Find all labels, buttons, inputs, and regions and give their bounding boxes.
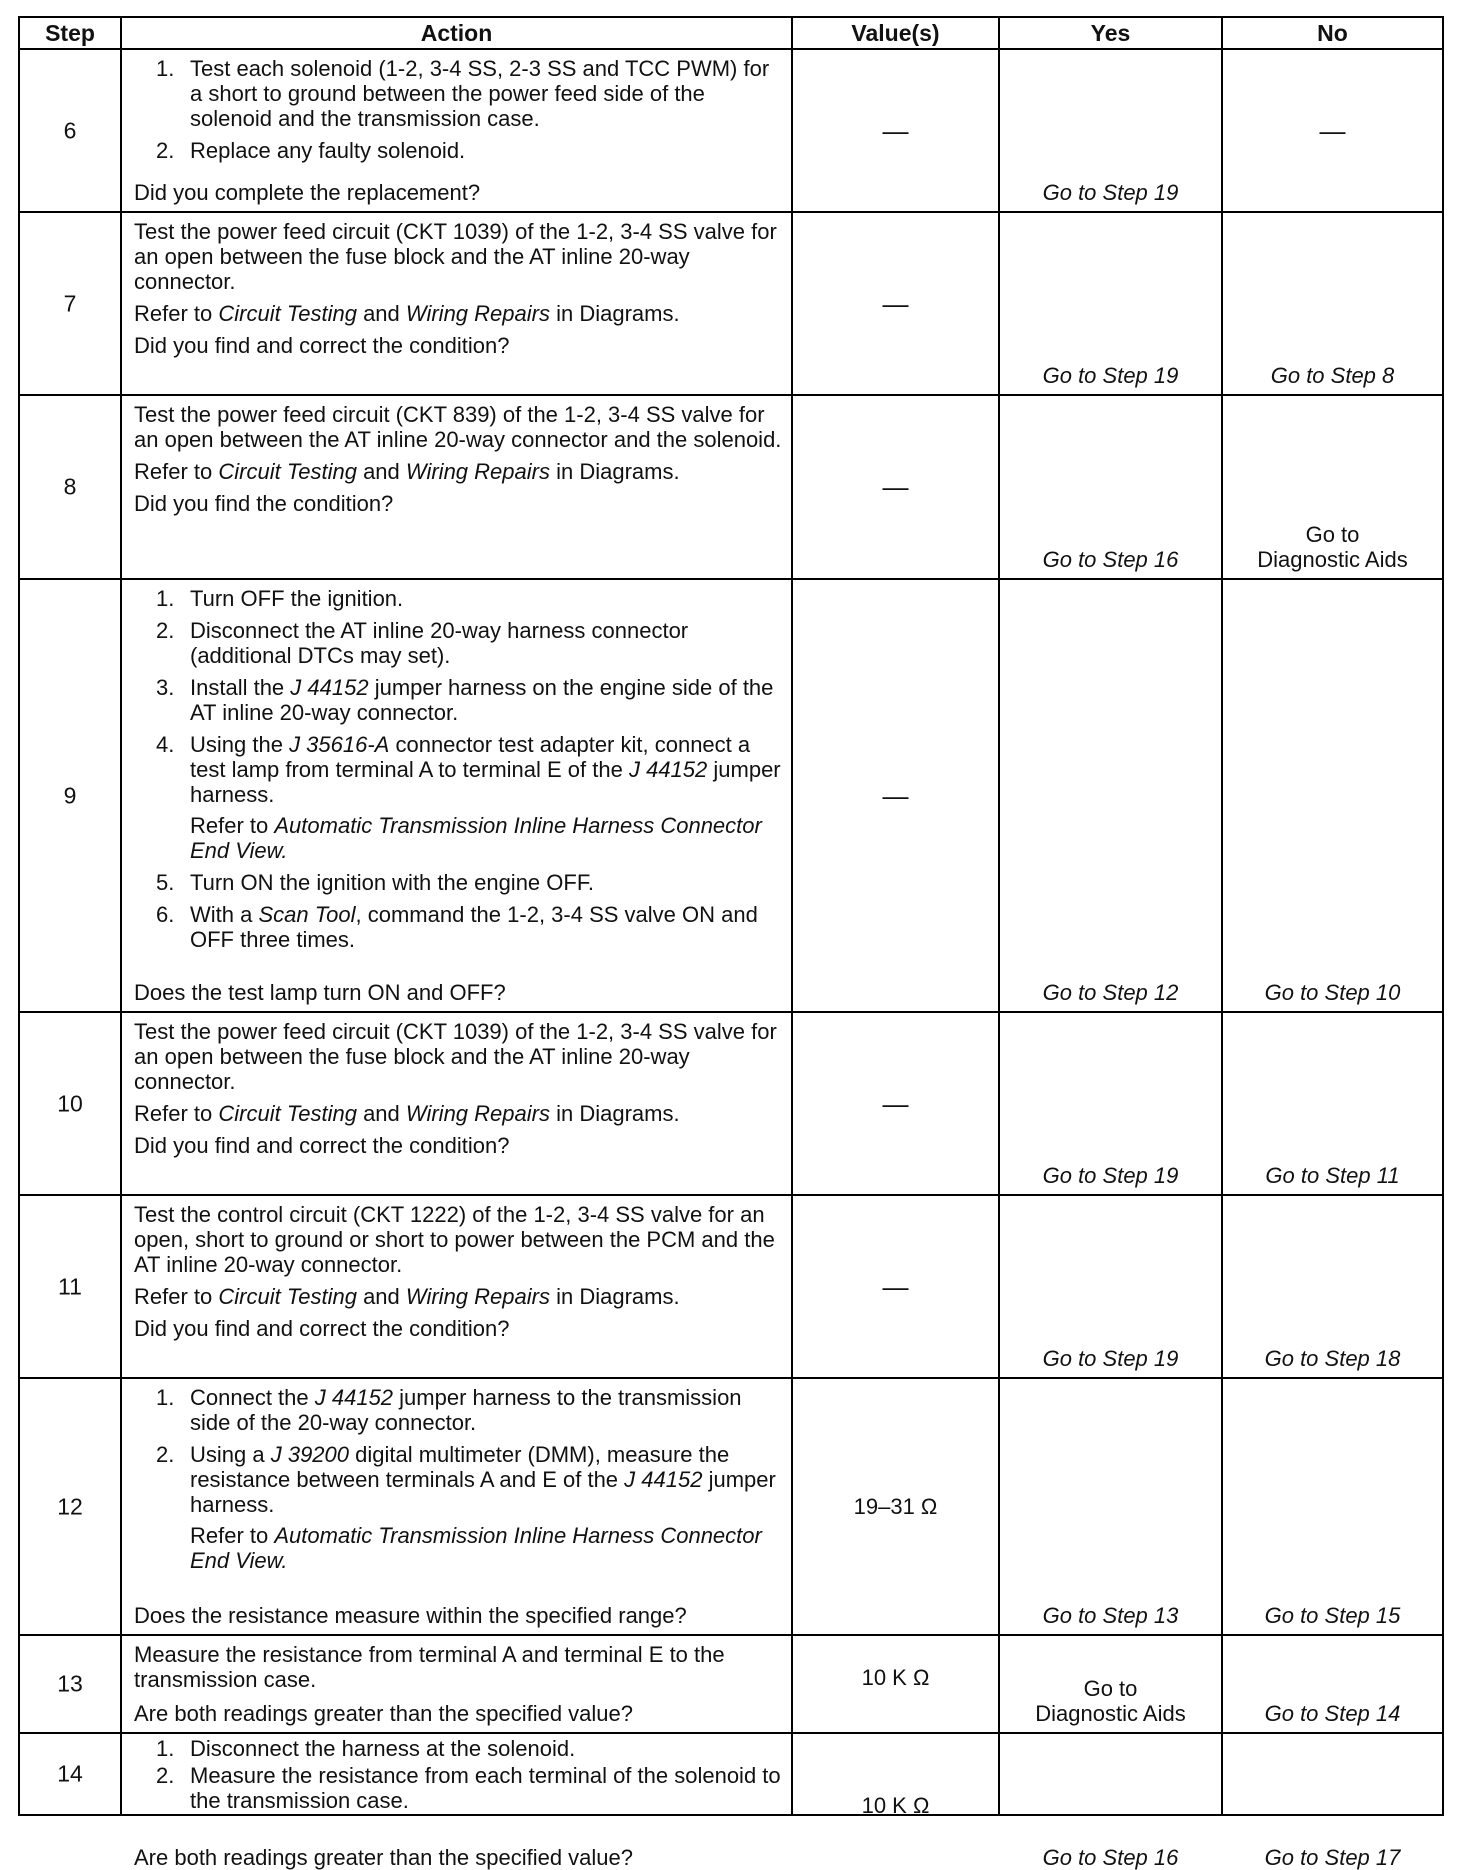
action-item: Disconnect the harness at the solenoid. <box>190 1736 576 1761</box>
action-item: Test each solenoid (1-2, 3-4 SS, 2-3 SS and TCC PWM) for a short to ground between the power feed side of the solenoid and the transmission case. <box>190 56 770 131</box>
header-values: Value(s) <box>793 18 1000 48</box>
yes-result: Go to Step 12 <box>1042 980 1179 1005</box>
action-text: 1. Turn OFF the ignition. 2. Disconnect the AT inline 20-way harness connector (additional DTCs may set). 3. Install the J 44152 jumper harness on the engine side of the AT inline 20-way connector. 4. Using the J 35616-A connector test adapter kit, connect a test lamp from terminal A to terminal E of the J 44152 jumper harness. Refer to Automatic Transmission Inline Harness Connector End View. 5. Turn ON the ignition with the engine OFF. 6. With a Scan Tool, command the 1-2, 3-4 SS valve ON and OFF three times. <box>134 586 783 959</box>
yes-result: Go to Step 19 <box>1042 363 1179 388</box>
header-action: Action <box>122 18 793 48</box>
table-header <box>20 18 1442 50</box>
value-cell: — <box>882 288 909 318</box>
action-item: Turn ON the ignition with the engine OFF. <box>190 870 594 895</box>
action-item: 3. Install the J 44152 jumper harness on the engine side of the AT inline 20-way connector. <box>156 675 774 725</box>
no-result: Go to Step 15 <box>1264 1603 1401 1628</box>
action-question: Did you find the condition? <box>134 491 394 516</box>
table-row <box>20 1379 1442 1636</box>
action-paragraph: Test the power feed circuit (CKT 839) of the 1-2, 3-4 SS valve for an open between the AT inline 20-way connector and the solenoid. <box>134 402 782 452</box>
no-result: — <box>1319 115 1346 145</box>
value-cell: — <box>882 780 909 810</box>
value-cell: — <box>882 115 909 145</box>
action-question: Are both readings greater than the specified value? <box>134 1845 633 1870</box>
value-cell: — <box>882 1271 909 1301</box>
step-number: 9 <box>63 782 77 808</box>
yes-result: Go to Step 19 <box>1042 1346 1179 1371</box>
no-result: Go to Step 14 <box>1264 1701 1401 1726</box>
table-row <box>20 1734 1442 1870</box>
action-question: Did you find and correct the condition? <box>134 333 510 358</box>
table-row <box>20 1196 1442 1379</box>
action-question: Did you complete the replacement? <box>134 180 481 205</box>
action-text: 1. Test each solenoid (1-2, 3-4 SS, 2-3 SS and TCC PWM) for a short to ground between the power feed side of the solenoid and the transmission case. 2. Replace any faulty solenoid. <box>156 56 770 163</box>
step-number: 14 <box>57 1760 83 1787</box>
action-question: Does the resistance measure within the specified range? <box>134 1603 687 1628</box>
yes-result: Go to Step 19 <box>1042 180 1179 205</box>
no-result: Go to Step 10 <box>1264 980 1401 1005</box>
action-text <box>134 1202 783 1348</box>
step-number: 11 <box>58 1273 82 1299</box>
value-cell: 10 K Ω <box>861 1665 930 1691</box>
table-row <box>20 1013 1442 1196</box>
reference-line: Refer to Automatic Transmission Inline Harness Connector End View. <box>190 813 762 863</box>
no-result: Go to Step 18 <box>1264 1346 1401 1371</box>
action-item: Replace any faulty solenoid. <box>190 138 466 163</box>
action-text <box>134 1019 783 1165</box>
action-paragraph: Test the power feed circuit (CKT 1039) of the 1-2, 3-4 SS valve for an open between the fuse block and the AT inline 20-way connector. <box>134 1019 777 1094</box>
value-cell: 10 K Ω <box>861 1793 930 1818</box>
action-item: 2. Using a J 39200 digital multimeter (DMM), measure the resistance between terminals A and E of the J 44152 jumper harness. Refer to Automatic Transmission Inline Harness Connector End View. <box>134 1442 783 1573</box>
action-question: Does the test lamp turn ON and OFF? <box>134 980 506 1005</box>
action-item: 4. Using the J 35616-A connector test adapter kit, connect a test lamp from terminal A to terminal E of the J 44152 jumper harness. Refer to Automatic Transmission Inline Harness Connector End View. <box>134 732 783 863</box>
table-row <box>20 1636 1442 1734</box>
yes-result: Go to Diagnostic Aids <box>1035 1676 1186 1726</box>
step-number: 8 <box>63 473 77 500</box>
reference-line: Refer to Circuit Testing and Wiring Repairs in Diagrams. <box>134 459 680 484</box>
action-paragraph: Test the control circuit (CKT 1222) of the 1-2, 3-4 SS valve for an open, short to ground or short to power between the PCM and the AT inline 20-way connector. <box>134 1202 775 1277</box>
action-question: Did you find and correct the condition? <box>134 1133 510 1158</box>
table-row <box>20 580 1442 1013</box>
reference-line: Refer to Circuit Testing and Wiring Repairs in Diagrams. <box>134 1284 680 1309</box>
action-item: Turn OFF the ignition. <box>190 586 404 611</box>
action-question: Did you find and correct the condition? <box>134 1316 510 1341</box>
table-row <box>20 213 1442 396</box>
header-step: Step <box>20 18 122 48</box>
reference-line: Refer to Circuit Testing and Wiring Repairs in Diagrams. <box>134 1101 680 1126</box>
diagnostic-table <box>18 16 1444 1870</box>
no-result: Go to Step 17 <box>1264 1845 1401 1870</box>
step-number: 12 <box>57 1493 83 1519</box>
step-number: 6 <box>63 117 77 143</box>
yes-result: Go to Step 19 <box>1042 1163 1179 1188</box>
step-number: 7 <box>63 290 77 316</box>
value-cell: — <box>882 471 909 502</box>
action-item: 1. Connect the J 44152 jumper harness to the transmission side of the 20-way connector. <box>156 1385 742 1435</box>
action-item: Measure the resistance from each terminal of the solenoid to the transmission case. <box>190 1763 781 1813</box>
reference-line: Refer to Automatic Transmission Inline Harness Connector End View. <box>190 1523 762 1573</box>
reference-line: Refer to Circuit Testing and Wiring Repairs in Diagrams. <box>134 301 680 326</box>
action-text: 1. Disconnect the harness at the solenoid. 2. Measure the resistance from each terminal of the solenoid to the transmission case. <box>156 1736 781 1813</box>
header-no: No <box>1317 19 1348 46</box>
action-text <box>134 1385 783 1580</box>
action-paragraph: Test the power feed circuit (CKT 1039) of the 1-2, 3-4 SS valve for an open between the fuse block and the AT inline 20-way connector. <box>134 219 777 294</box>
header-yes: Yes <box>1000 18 1223 48</box>
yes-result: Go to Step 13 <box>1042 1603 1179 1628</box>
action-text <box>134 219 783 365</box>
no-result: Go to Step 8 <box>1270 363 1395 388</box>
action-paragraph: Measure the resistance from terminal A and terminal E to the transmission case. <box>134 1642 725 1692</box>
yes-result: Go to Step 16 <box>1042 1845 1179 1870</box>
yes-result: Go to Step 16 <box>1042 547 1179 572</box>
action-text <box>134 1642 783 1699</box>
table-row <box>20 50 1442 213</box>
no-result: Go to Diagnostic Aids <box>1257 522 1408 572</box>
action-question: Are both readings greater than the specified value? <box>134 1701 633 1726</box>
action-item: Disconnect the AT inline 20-way harness connector (additional DTCs may set). <box>190 618 689 668</box>
action-item: 6. With a Scan Tool, command the 1-2, 3-4 SS valve ON and OFF three times. <box>156 902 758 952</box>
value-cell: 19–31 Ω <box>853 1493 938 1519</box>
step-number: 10 <box>57 1090 83 1116</box>
table-row <box>20 396 1442 580</box>
action-text <box>134 402 783 523</box>
step-number: 13 <box>57 1670 83 1697</box>
value-cell: — <box>882 1088 909 1118</box>
no-result: Go to Step 11 <box>1265 1163 1400 1188</box>
